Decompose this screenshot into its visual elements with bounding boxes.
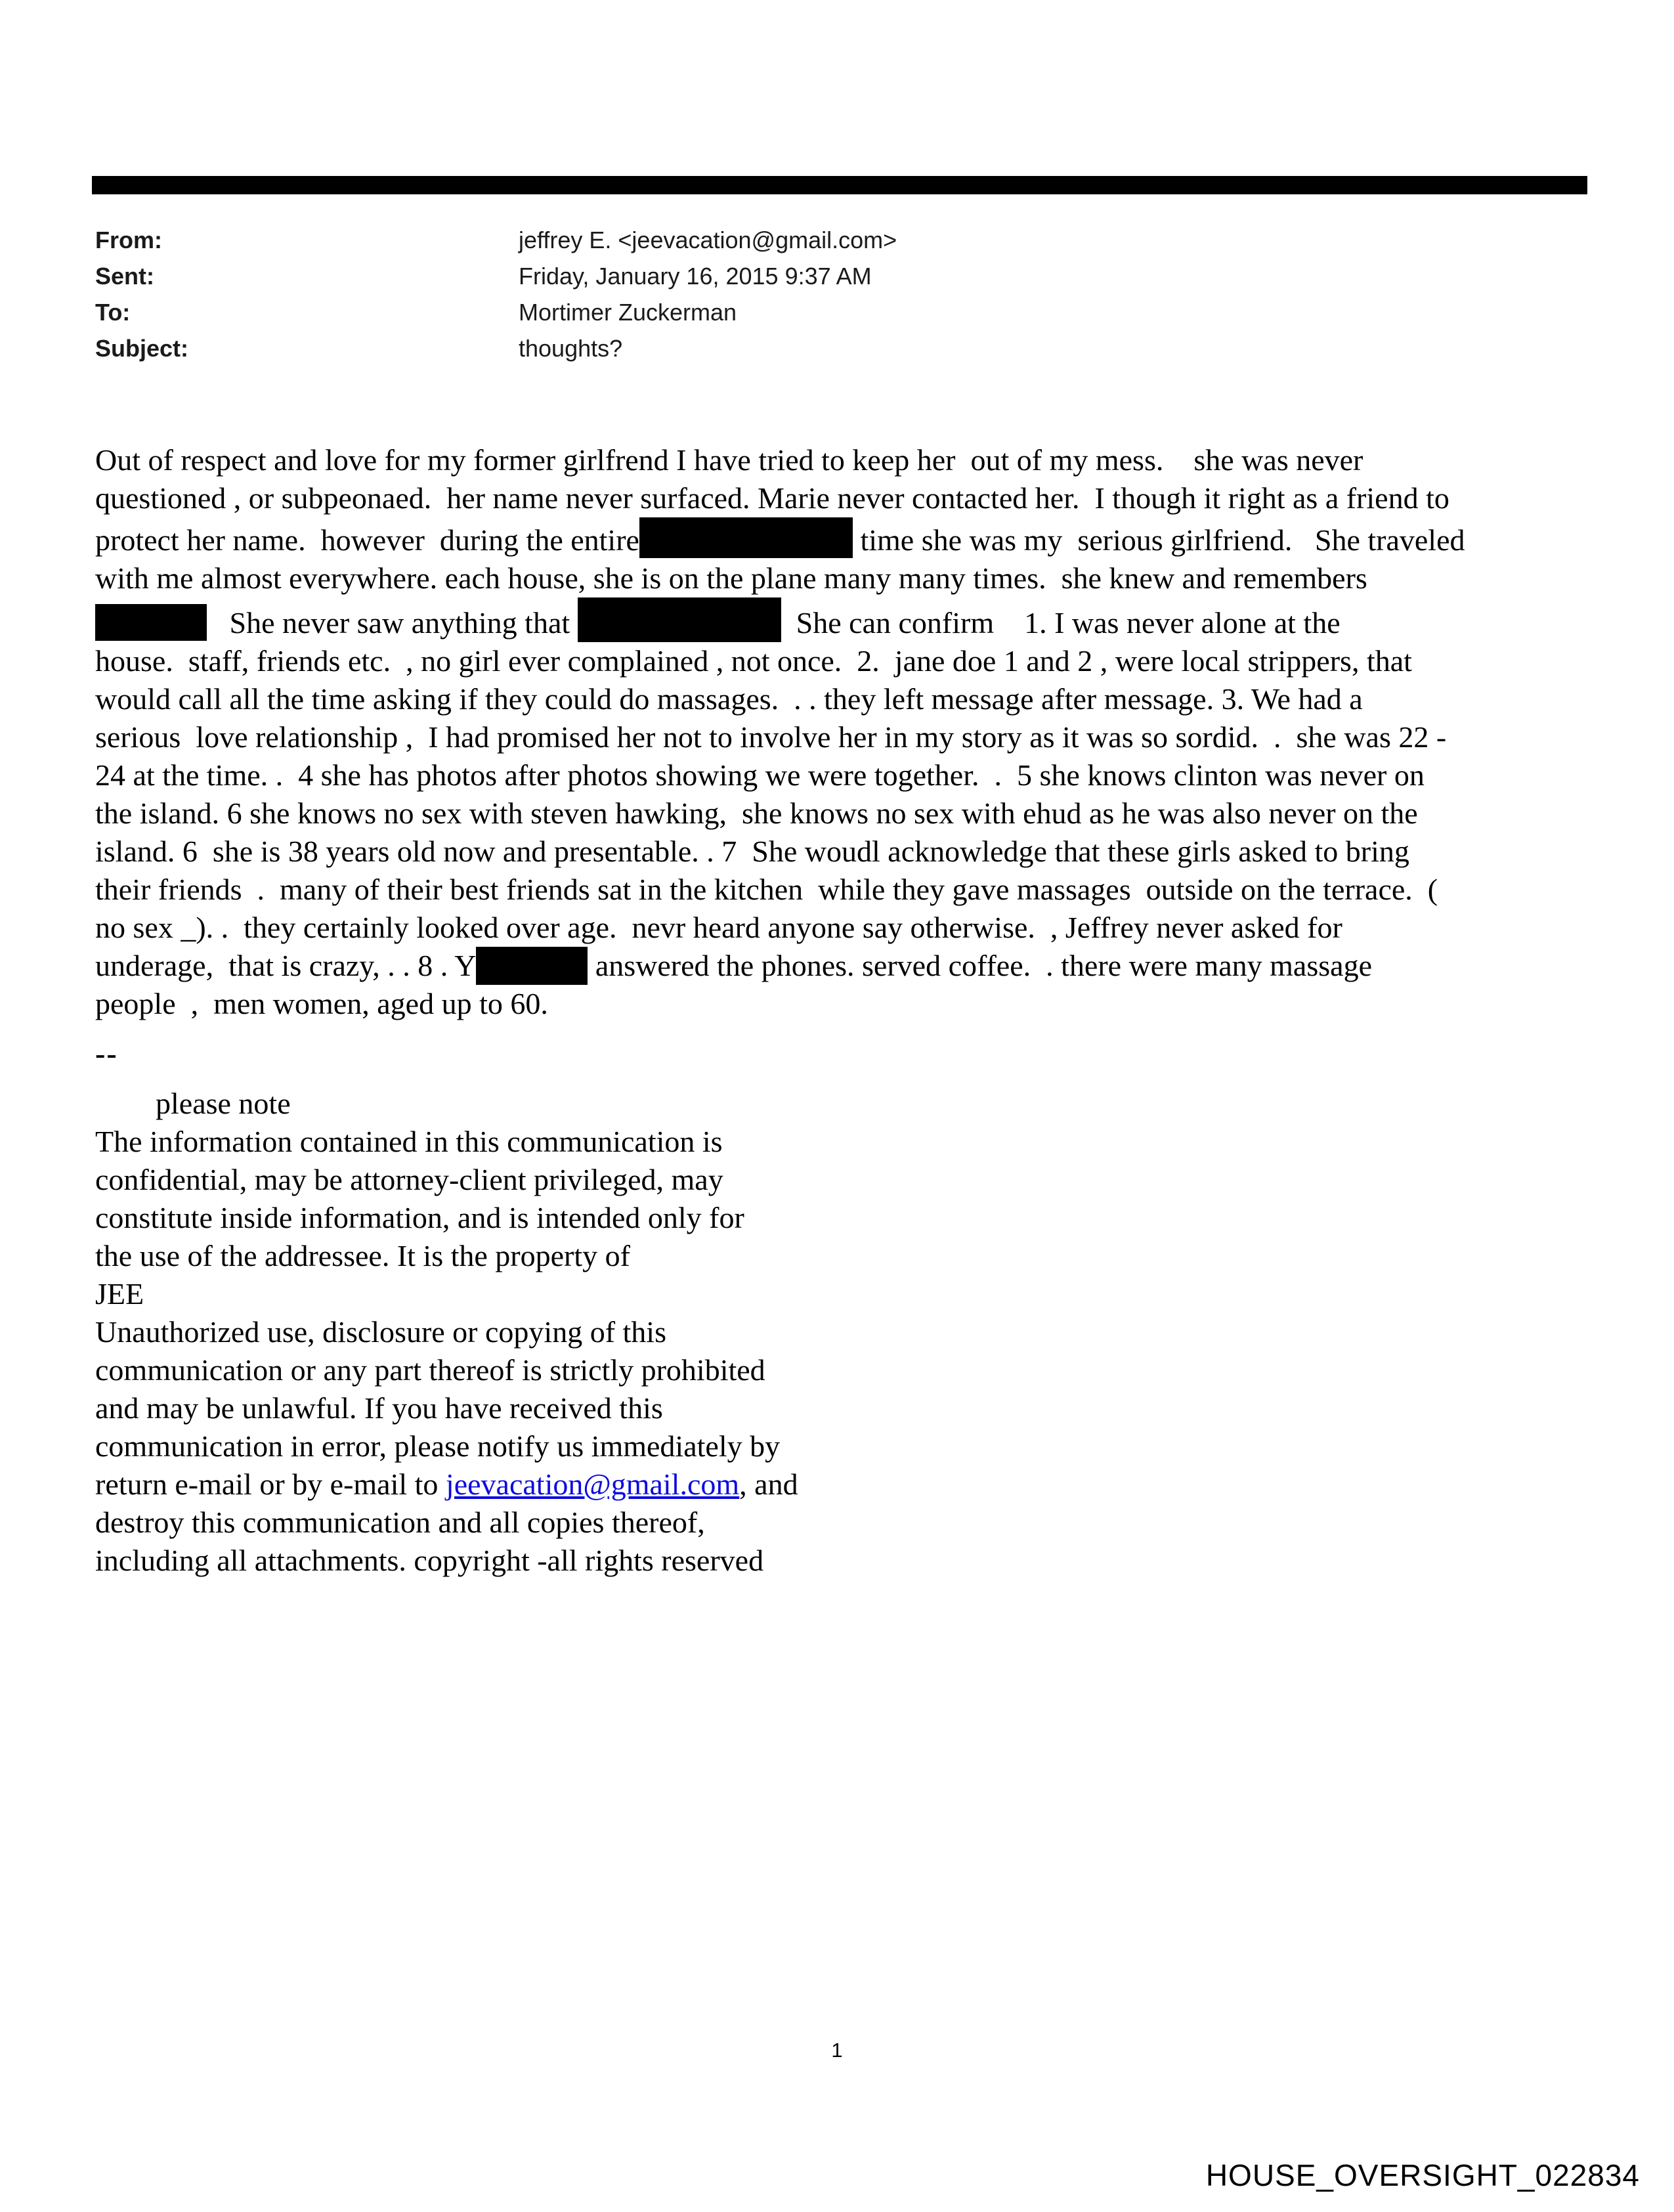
text-segment: and may be unlawful. If you have received this [95,1391,663,1425]
redaction-bar [639,517,853,558]
text-line [95,479,1625,517]
email-body-text [95,441,1625,1023]
email-link[interactable]: jeevacation@gmail.com [445,1467,740,1501]
confidentiality-notice [95,1085,1625,1580]
text-segment: The information contained in this communication is [95,1125,723,1158]
text-segment: please note [95,1087,291,1120]
text-line [95,517,1625,559]
header-field-value: jeffrey E. <jeevacation@gmail.com> [519,227,897,253]
header-field-value: Mortimer Zuckerman [519,299,737,326]
redaction-bar [578,597,781,642]
header-field-row [95,258,1474,294]
header-field-value: Friday, January 16, 2015 9:37 AM [519,263,872,290]
text-line [95,1465,1625,1504]
text-line [95,1199,1625,1237]
text-segment: , and [739,1467,798,1501]
text-line [95,871,1625,909]
text-line [95,1504,1625,1542]
header-field-label: To: [95,299,131,326]
text-line [95,1275,1625,1313]
header-field-value: thoughts? [519,335,623,362]
text-segment: Out of respect and love for my former girlfrend I have tried to keep her out of my mess. she was never [95,443,1363,477]
text-segment: destroy this communication and all copies thereof, [95,1506,705,1539]
text-segment: confidential, may be attorney-client privileged, may [95,1163,723,1196]
text-segment: protect her name. however during the entire [95,523,639,557]
header-separator-rule [92,176,1587,194]
text-segment: 24 at the time. . 4 she has photos after photos showing we were together. . 5 she knows clinton was never on [95,758,1425,792]
text-segment: answered the phones. served coffee. . there were many massage [588,949,1372,982]
text-segment: serious love relationship , I had promised her not to involve her in my story as it was so sordid. . she was 22 - [95,720,1447,754]
text-line [95,794,1625,833]
text-segment: communication in error, please notify us immediately by [95,1429,781,1463]
text-segment: return e-mail or by e-mail to [95,1467,446,1501]
text-segment: underage, that is crazy, . . 8 . Y [95,949,477,982]
header-field-row [95,222,1474,258]
text-segment: people , men women, aged up to 60. [95,987,548,1020]
bates-number: HOUSE_OVERSIGHT_022834 [1205,2158,1640,2192]
text-segment: She can confirm 1. I was never alone at the [781,606,1341,640]
text-line [95,1427,1625,1465]
header-field-label: From: [95,227,162,253]
text-segment: with me almost everywhere. each house, she is on the plane many many times. she knew and remembers [95,561,1367,595]
text-segment: house. staff, friends etc. , no girl ever complained , not once. 2. jane doe 1 and 2 , were local strippers, that [95,644,1412,678]
text-segment: questioned , or subpeonaed. her name never surfaced. Marie never contacted her. I though it right as a friend to [95,481,1449,515]
text-line [95,1542,1625,1580]
text-line [95,441,1625,479]
text-line [95,642,1625,680]
text-segment: including all attachments. copyright -all rights reserved [95,1544,764,1577]
text-segment: their friends . many of their best friends sat in the kitchen while they gave massages outside on the terrace. ( [95,873,1438,906]
text-line [95,1237,1625,1275]
text-line [95,1085,1625,1123]
text-line [95,1389,1625,1427]
text-segment: time she was my serious girlfriend. She traveled [852,523,1465,557]
text-line [95,909,1625,947]
text-segment: She never saw anything that [207,606,578,640]
text-line [95,1313,1625,1351]
text-line [95,1123,1625,1161]
text-line [95,985,1625,1023]
header-field-row [95,294,1474,330]
text-line [95,597,1625,642]
text-segment: the island. 6 she knows no sex with steven hawking, she knows no sex with ehud as he was also never on the [95,796,1418,830]
text-line [95,947,1625,985]
header-field-row [95,330,1474,366]
text-segment: constitute inside information, and is intended only for [95,1201,744,1234]
redaction-bar [476,947,588,985]
text-segment: island. 6 she is 38 years old now and presentable. . 7 She woudl acknowledge that these girls asked to bring [95,835,1409,868]
text-segment: no sex _). . they certainly looked over age. nevr heard anyone say otherwise. , Jeffrey never asked for [95,911,1342,944]
text-line [95,833,1625,871]
text-line [95,559,1625,597]
text-segment: would call all the time asking if they could do massages. . . they left message after message. 3. We had a [95,682,1363,716]
text-line [95,680,1625,718]
text-line [95,1351,1625,1389]
text-segment: communication or any part thereof is strictly prohibited [95,1353,765,1387]
header-field-label: Subject: [95,335,189,362]
page-number: 1 [831,2039,843,2062]
text-line [95,756,1625,794]
text-line [95,718,1625,756]
text-segment: Unauthorized use, disclosure or copying of this [95,1315,666,1349]
signature-separator: -- [95,1037,118,1070]
redaction-bar [95,604,207,641]
text-line [95,1161,1625,1199]
text-segment: the use of the addressee. It is the property of [95,1239,630,1272]
email-header [95,222,1474,366]
header-field-label: Sent: [95,263,154,290]
text-segment: JEE [95,1277,144,1311]
